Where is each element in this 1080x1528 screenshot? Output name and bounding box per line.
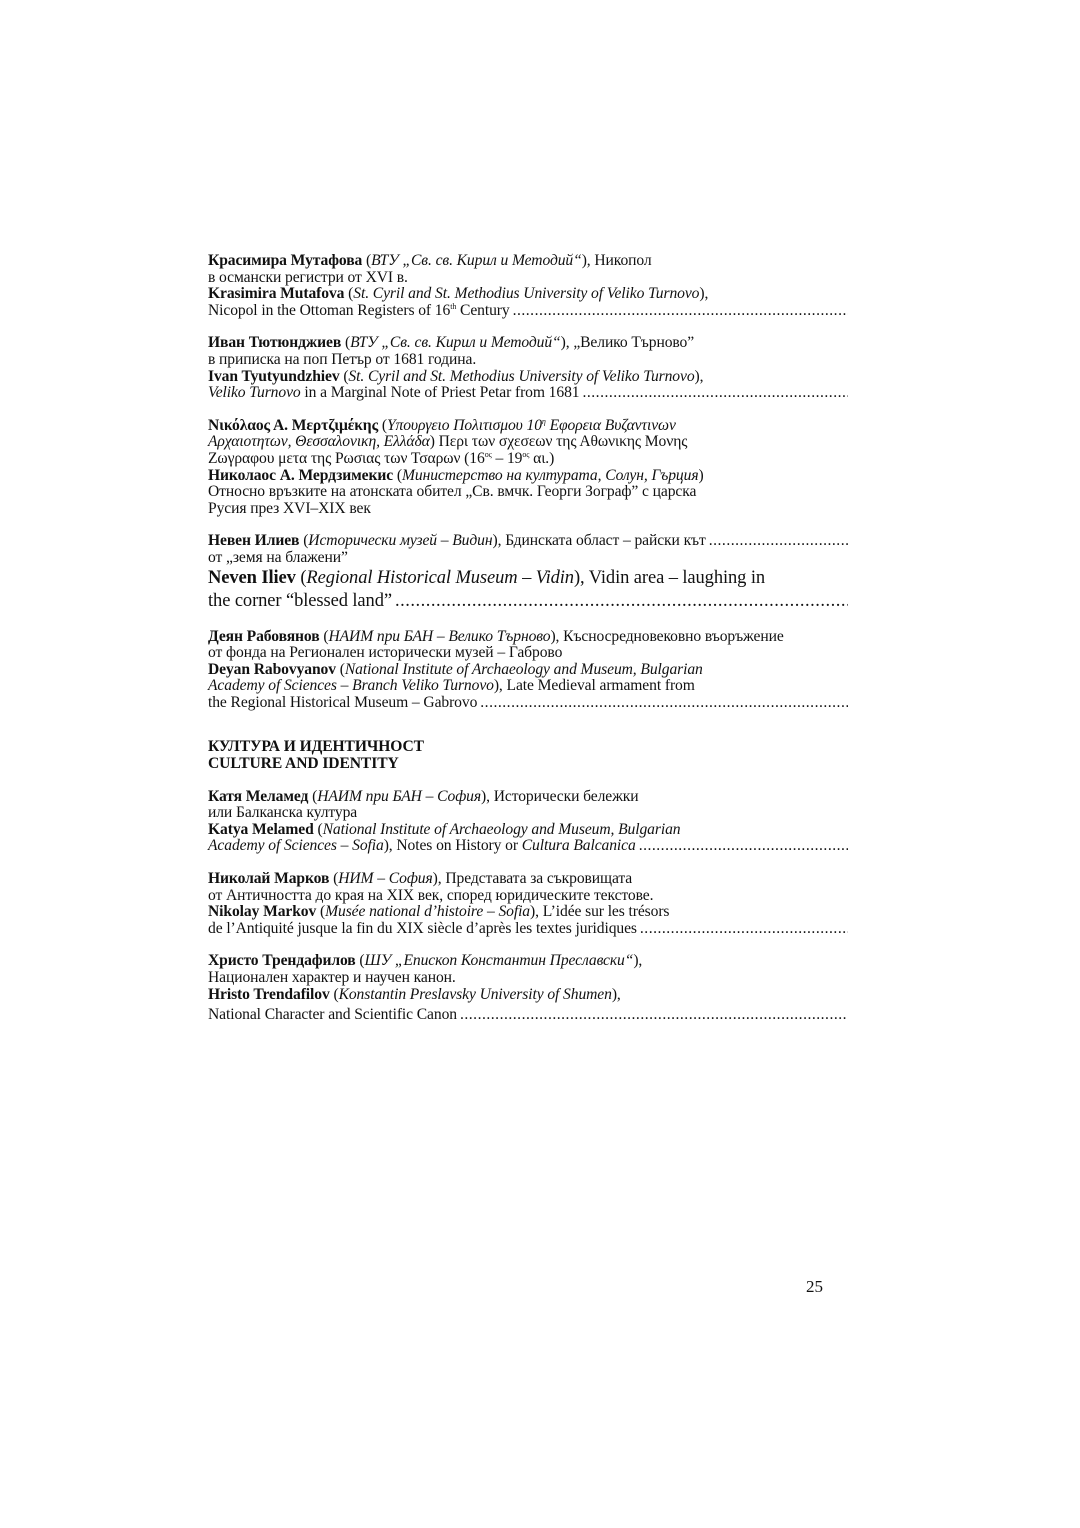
affiliation-bg: Министерство на културата, Солун, Гърция [401,466,699,484]
toc-entry-markov [208,871,848,937]
title-en-part: the Regional Historical Museum – Gabrovo [208,693,478,711]
title-en-part: ), [694,367,704,385]
title-bg-part: в османски регистри от XVI в. [208,268,408,286]
title-bg-part: или Балканска култура [208,804,358,822]
title-bg-part: ), „Велико Търново” [560,334,695,352]
entry-line: Христо Трендафилов (ШУ „Епископ Константин Преславски“), [208,952,643,970]
title-bg-part: от Античността до края на XIX век, според юридическите текстове. [208,886,654,904]
entry-line-leader[interactable] [208,921,848,938]
author-bg: Иван Тютюнджиев [208,334,342,352]
dot-leader [709,533,848,550]
affiliation-en: St. Cyril and St. Methodius University of Veliko Turnovo [348,367,695,385]
entry-line [208,484,848,501]
title-en-part: the corner “blessed land” [208,590,392,611]
entry-line-leader[interactable] [208,590,848,613]
entry-line-leader[interactable] [208,1007,848,1024]
affiliation-en: St. Cyril and St. Methodius University of Veliko Turnovo [353,285,700,303]
affiliation-bg: ВТУ „Св. св. Кирил и Методий“ [350,334,561,352]
affiliation-bg: Исторически музей – Видин [308,532,493,550]
title-bg-part: ), Представата за съкровищата [432,870,633,888]
title-bg-part: Русия през XVI–XIX век [208,499,371,517]
entry-line: Иван Тютюнджиев (ВТУ „Св. св. Кирил и Методий“), „Велико Търново” [208,334,695,352]
title-bg-part: Национален характер и научен канон. [208,969,456,986]
section-heading-bg: КУЛТУРА И ИДЕНТИЧНОСТ [208,738,424,756]
affiliation-en: Academy of Sciences – Branch Veliko Turnovo [208,677,494,695]
entry-line: Deyan Rabovyanov (National Institute of Archaeology and Museum, Bulgarian [208,660,703,678]
section-heading-en: CULTURE AND IDENTITY [208,755,399,773]
entry-line: Katya Melamed (National Institute of Archaeology and Museum, Bulgarian [208,820,681,838]
title-gr-part: ) Περι των σχεσεων της Αθωνικης Μονης [429,433,688,451]
title-bg-part: Относно връзките на атонската обител „Св. вмчк. Георги Зограф” с царска [208,483,697,501]
entry-line: Ivan Tyutyundzhiev (St. Cyril and St. Methodius University of Veliko Turnovo), [208,367,704,385]
title-en-part: Cultura Balcanica [521,837,636,855]
entry-line: Hristo Trendafilov (Konstantin Preslavsky University of Shumen), [208,985,621,1003]
title-en-part: ), Late Medieval armament from [493,677,695,695]
title-bg-part: от „земя на блажени” [208,548,348,566]
author-bg: Николаос А. Мердзимекис [208,466,394,484]
affiliation-en: National Institute of Archaeology and Museum, Bulgarian [322,820,681,838]
entry-line [208,645,848,662]
title-en-part: ), [699,285,709,303]
author-bg: Деян Рабовянов [208,627,320,645]
entry-line [208,451,848,468]
entry-line-leader[interactable]: Невен Илиев (Исторически музей – Видин), Бдинската област – райски кът ..... [208,533,848,550]
section-heading [208,739,848,772]
entry-line [208,352,848,369]
affiliation-bg: НАИМ при БАН – София [317,787,482,805]
toc-entry-mutafova [208,253,848,319]
author-en: Katya Melamed [208,820,314,838]
affiliation-gr: Αρχαιοτητων, Θεσσαλονικη, Ελλάδα [208,433,430,451]
table-of-contents [208,253,848,1040]
title-en-part: de l’Antiquité jusque la fin du XIX siècle d’après les textes juridiques [208,919,637,937]
title-bg-part: от фонда на Регионален исторически музей – Габрово [208,644,563,662]
toc-entry-iliev [208,533,848,612]
author-en: Ivan Tyutyundzhiev [208,367,340,385]
title-en-part: ), [611,985,621,1003]
entry-line: Nikolay Markov (Musée national d’histoire – Sofia), L’idée sur les trésors [208,903,670,921]
title-bg-part: ), Исторически бележки [481,787,639,805]
entry-line: Красимира Мутафова (ВТУ „Св. св. Кирил и Методий“), Никопол [208,252,652,269]
author-bg: Невен Илиев [208,532,300,550]
title-en-part: ), Vidin area – laughing in [573,567,766,588]
title-bg-part: ), [633,952,643,970]
dot-leader [395,590,848,613]
entry-line [208,970,848,987]
title-en-part: Veliko Turnovo in a Marginal Note of Priest Petar from 1681 [208,384,580,402]
author-en: Nikolay Markov [208,903,317,921]
toc-entry-tyutyundzhiev [208,335,848,401]
entry-line-leader[interactable] [208,385,848,402]
entry-line [208,501,848,518]
entry-line [208,805,848,822]
affiliation-bg: НИМ – София [338,870,433,888]
page-number: 25 [806,1277,823,1296]
dot-leader [480,695,848,712]
entry-line: Krasimira Mutafova (St. Cyril and St. Methodius University of Veliko Turnovo), [208,285,709,303]
toc-entry-mertzimekis [208,418,848,518]
title-gr-part: Ζωγραφου μετα της Ρωσιας των Τσαρων ($16^{o\varsigma} - 19^{o\varsigma}$ αι.) [208,449,555,467]
author-en: Krasimira Mutafova [208,285,345,303]
author-en: Neven Iliev [208,567,296,588]
entry-line: Neven Iliev (Regional Historical Museum – Vidin), Vidin area – laughing in [208,567,766,588]
entry-line [208,434,848,451]
title-bg-part: ), Никопол [581,252,652,269]
title-en-part: ), Notes on History or [383,837,522,855]
entry-line-leader[interactable] [208,838,848,855]
entry-line: Деян Рабовянов (НАИМ при БАН – Велико Търново), Късносредновековно въоръжение [208,627,784,645]
entry-line: Николай Марков (НИМ – София), Представата за съкровищата [208,870,633,888]
dot-leader [582,385,848,402]
entry-line [208,678,848,695]
title-bg-part: в приписка на поп Петър от 1681 година. [208,350,477,368]
title-en-part: Nicopol in the Ottoman Registers of 16th Century [208,301,510,319]
author-bg: Катя Меламед [208,787,309,805]
entry-line: Катя Меламед (НАИМ при БАН – София), Исторически бележки [208,787,639,805]
dot-leader [513,303,848,320]
title-en-part: ), L’idée sur les trésors [530,903,670,921]
affiliation-en: Konstantin Preslavsky University of Shumen [338,985,612,1003]
entry-line: Νικόλαος Α. Μερτζιμέκης (Υπουργειο Πολιτισμου $10^\eta$ Εφορεια Βυζαντινων [208,416,676,434]
dot-leader [639,838,848,855]
author-en: Hristo Trendafilov [208,985,330,1003]
affiliation-en: National Institute of Archaeology and Museum, Bulgarian [344,660,703,678]
affiliation-en: Academy of Sciences – Sofia [208,837,384,855]
affiliation-bg: ВТУ „Св. св. Кирил и Методий“ [371,252,582,269]
dot-leader [460,1007,848,1024]
title-bg-part: ), Късносредновековно въоръжение [550,627,784,645]
toc-entry-trendafilov [208,953,848,1023]
affiliation-gr: Υπουργειο Πολιτισμου $10^\eta$ Εφορεια Βυζαντινων [386,416,676,434]
toc-entry-melamed [208,789,848,855]
author-bg: Николай Марков [208,870,330,888]
entry-line-leader[interactable] [208,303,848,320]
affiliation-bg: ШУ „Епископ Константин Преславски“ [364,952,634,970]
author-bg: Христо Трендафилов [208,952,356,970]
title-bg-part: ), Бдинската област – райски кът [492,532,706,550]
entry-line [208,888,848,905]
affiliation-en: Musée national d’histoire – Sofia [325,903,530,921]
affiliation-bg: НАИМ при БАН – Велико Търново [328,627,551,645]
affiliation-en: Regional Historical Museum – Vidin [306,567,574,588]
author-bg: Красимира Мутафова [208,252,363,269]
author-gr: Νικόλαος Α. Μερτζιμέκης [208,416,379,434]
entry-line: Николаос А. Мердзимекис (Министерство на културата, Солун, Гърция) [208,466,704,484]
dot-leader [640,921,848,938]
entry-line-leader[interactable] [208,695,848,712]
toc-entry-rabovyanov [208,629,848,712]
author-en: Deyan Rabovyanov [208,660,336,678]
title-en-part: National Character and Scientific Canon [208,1006,457,1024]
entry-line [208,550,848,567]
entry-line [208,270,848,287]
